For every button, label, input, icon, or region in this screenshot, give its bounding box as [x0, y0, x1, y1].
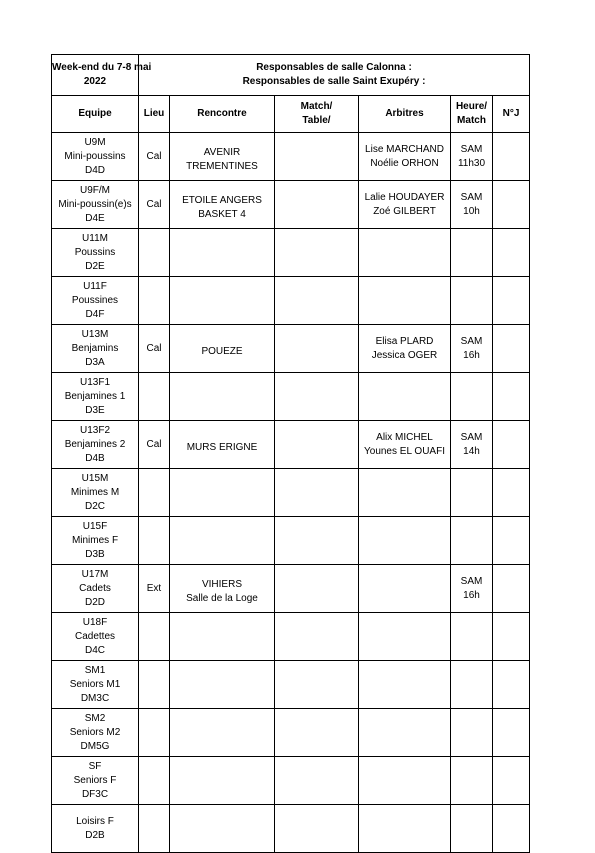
equipe-cell-line: D2C [84, 500, 105, 512]
equipe-cell [52, 181, 139, 229]
match-table-cell [275, 181, 359, 229]
lieu-cell [139, 469, 170, 517]
match-table-cell [275, 469, 359, 517]
table-row [52, 133, 530, 181]
heure-cell [451, 421, 493, 469]
col-heure-line1: Heure/ [455, 101, 488, 112]
nj-cell [493, 469, 530, 517]
rencontre-cell [170, 133, 275, 181]
equipe-cell-line: U15F [82, 520, 108, 532]
rencontre-cell [170, 565, 275, 613]
arbitres-cell [359, 661, 451, 709]
heure-cell [451, 709, 493, 757]
rencontre-cell-line: ETOILE ANGERS [182, 194, 262, 206]
rencontre-cell [170, 709, 275, 757]
heure-cell-line: 11h30 [457, 157, 486, 169]
table-row [52, 517, 530, 565]
rencontre-cell-line: Salle de la Loge [186, 592, 258, 604]
title-row [52, 55, 530, 96]
match-table-cell [275, 805, 359, 853]
equipe-cell-line: DM3C [80, 692, 110, 704]
arbitres-cell [359, 181, 451, 229]
equipe-cell-line: DM5G [80, 740, 110, 752]
heure-cell [451, 325, 493, 373]
equipe-cell-line: Benjamins [71, 342, 119, 354]
nj-cell [493, 757, 530, 805]
table-row [52, 757, 530, 805]
equipe-cell [52, 373, 139, 421]
heure-cell-line: 14h [463, 445, 480, 457]
heure-cell-line: SAM [460, 143, 483, 155]
equipe-cell [52, 229, 139, 277]
equipe-cell [52, 805, 139, 853]
arbitres-cell [359, 229, 451, 277]
heure-cell-line: 10h [463, 205, 480, 217]
schedule-table [51, 54, 530, 853]
arbitres-cell-line: Alix MICHEL [376, 431, 433, 443]
lieu-cell: Cal [139, 181, 170, 229]
rencontre-cell [170, 805, 275, 853]
equipe-cell [52, 469, 139, 517]
col-nj: N°J [493, 96, 530, 133]
table-row [52, 805, 530, 853]
lieu-cell [139, 277, 170, 325]
equipe-cell [52, 421, 139, 469]
arbitres-cell-line: Zoé GILBERT [373, 205, 436, 217]
lieu-cell [139, 805, 170, 853]
arbitres-cell [359, 325, 451, 373]
nj-cell [493, 181, 530, 229]
rencontre-cell [170, 661, 275, 709]
rencontre-cell [170, 469, 275, 517]
equipe-cell-line: SF [88, 760, 102, 772]
heure-cell [451, 373, 493, 421]
resp-calonna: Responsables de salle Calonna : [256, 62, 412, 73]
equipe-cell-line: D2B [85, 829, 105, 841]
heure-cell [451, 133, 493, 181]
heure-cell-line: SAM [460, 575, 483, 587]
rencontre-cell-line: MURS ERIGNE [186, 441, 258, 453]
col-match-table [275, 96, 359, 133]
nj-cell [493, 805, 530, 853]
equipe-cell-line: D4C [84, 644, 105, 656]
lieu-cell [139, 613, 170, 661]
rencontre-cell-line: POUEZE [201, 345, 243, 357]
equipe-cell-line: U13F2 [79, 424, 110, 436]
equipe-cell [52, 565, 139, 613]
equipe-cell-line: U11M [82, 232, 108, 244]
column-header-row [52, 96, 530, 133]
weekend-cell [52, 55, 152, 96]
equipe-cell-line: Poussines [71, 294, 119, 306]
equipe-cell-line: D2D [84, 596, 105, 608]
heure-cell-line: SAM [460, 335, 483, 347]
arbitres-cell-line: Lise MARCHAND [365, 143, 444, 155]
col-equipe: Equipe [52, 96, 139, 133]
equipe-cell [52, 277, 139, 325]
col-lieu: Lieu [139, 96, 170, 133]
equipe-cell-line: Benjamines 1 [64, 390, 126, 402]
arbitres-cell [359, 469, 451, 517]
equipe-cell-line: U9F/M [80, 184, 110, 196]
col-heure-line2: Match [457, 115, 486, 126]
equipe-cell [52, 133, 139, 181]
rencontre-cell [170, 325, 275, 373]
equipe-cell-line: SM2 [84, 712, 106, 724]
match-table-cell [275, 421, 359, 469]
arbitres-cell-line: Younes EL OUAFI [364, 445, 445, 457]
equipe-cell-line: D2E [85, 260, 105, 272]
table-row [52, 373, 530, 421]
nj-cell [493, 325, 530, 373]
lieu-cell: Cal [139, 421, 170, 469]
nj-cell [493, 277, 530, 325]
heure-cell [451, 613, 493, 661]
table-row [52, 325, 530, 373]
equipe-cell-line: U13F1 [79, 376, 110, 388]
heure-cell [451, 565, 493, 613]
heure-cell [451, 229, 493, 277]
nj-cell [493, 229, 530, 277]
match-table-cell [275, 613, 359, 661]
match-table-cell [275, 277, 359, 325]
rencontre-cell-line: TREMENTINES [186, 160, 258, 172]
col-arbitres: Arbitres [359, 96, 451, 133]
lieu-cell [139, 709, 170, 757]
table-row [52, 421, 530, 469]
match-table-cell [275, 709, 359, 757]
nj-cell [493, 517, 530, 565]
equipe-cell [52, 757, 139, 805]
match-table-cell [275, 229, 359, 277]
arbitres-cell [359, 613, 451, 661]
lieu-cell [139, 229, 170, 277]
arbitres-cell [359, 565, 451, 613]
heure-cell-line: 16h [463, 589, 480, 601]
equipe-cell-line: Minimes F [71, 534, 119, 546]
equipe-cell-line: D4E [85, 212, 105, 224]
equipe-cell-line: D4D [84, 164, 105, 176]
arbitres-cell [359, 757, 451, 805]
lieu-cell: Cal [139, 325, 170, 373]
equipe-cell-line: DF3C [81, 788, 109, 800]
table-row [52, 469, 530, 517]
match-table-cell [275, 325, 359, 373]
col-heure [451, 96, 493, 133]
arbitres-cell [359, 133, 451, 181]
rencontre-cell [170, 181, 275, 229]
rencontre-cell [170, 757, 275, 805]
rencontre-cell [170, 421, 275, 469]
equipe-cell-line: Loisirs F [76, 815, 114, 827]
rencontre-cell [170, 277, 275, 325]
equipe-cell-line: Seniors M2 [69, 726, 121, 738]
equipe-cell-line: Seniors M1 [69, 678, 121, 690]
heure-cell-line: SAM [460, 191, 483, 203]
arbitres-cell [359, 709, 451, 757]
rencontre-cell [170, 613, 275, 661]
lieu-cell: Cal [139, 133, 170, 181]
equipe-cell-line: D4F [85, 308, 105, 320]
equipe-cell-line: Poussins [74, 246, 116, 258]
equipe-cell-line: Minimes M [70, 486, 120, 498]
equipe-cell [52, 613, 139, 661]
arbitres-cell-line: Jessica OGER [371, 349, 438, 361]
equipe-cell-line: Mini-poussins [64, 150, 126, 162]
heure-cell [451, 757, 493, 805]
match-table-cell [275, 661, 359, 709]
equipe-cell [52, 325, 139, 373]
nj-cell [493, 613, 530, 661]
col-match-line2: Table/ [302, 115, 331, 126]
equipe-cell-line: D3E [85, 404, 105, 416]
nj-cell [493, 133, 530, 181]
equipe-cell-line: U9M [84, 136, 106, 148]
heure-cell [451, 181, 493, 229]
heure-cell-line: 16h [463, 349, 480, 361]
table-row [52, 181, 530, 229]
heure-cell-line: SAM [460, 431, 483, 443]
arbitres-cell [359, 277, 451, 325]
nj-cell [493, 565, 530, 613]
rencontre-cell [170, 229, 275, 277]
arbitres-cell-line: Elisa PLARD [375, 335, 434, 347]
equipe-cell-line: D3B [85, 548, 105, 560]
lieu-cell [139, 661, 170, 709]
equipe-cell-line: Mini-poussin(e)s [58, 198, 132, 210]
table-row [52, 613, 530, 661]
equipe-cell-line: Benjamines 2 [64, 438, 126, 450]
match-table-cell [275, 565, 359, 613]
equipe-cell-line: SM1 [84, 664, 106, 676]
equipe-cell-line: Seniors F [73, 774, 117, 786]
equipe-cell-line: Cadets [79, 582, 111, 594]
table-row [52, 565, 530, 613]
rencontre-cell-line: AVENIR [203, 146, 241, 158]
equipe-cell-line: U18F [82, 616, 108, 628]
equipe-cell-line: D4B [85, 452, 105, 464]
table-row [52, 661, 530, 709]
rencontre-cell-line: VIHIERS [201, 578, 242, 590]
table-row [52, 229, 530, 277]
responsables-cell [139, 55, 530, 96]
rencontre-cell-line: BASKET 4 [198, 208, 246, 220]
match-table-cell [275, 517, 359, 565]
equipe-cell-line: Cadettes [74, 630, 116, 642]
lieu-cell: Ext [139, 565, 170, 613]
col-rencontre: Rencontre [170, 96, 275, 133]
heure-cell [451, 805, 493, 853]
match-table-cell [275, 757, 359, 805]
nj-cell [493, 709, 530, 757]
equipe-cell [52, 661, 139, 709]
weekend-line1: Week-end du 7-8 mai [52, 62, 152, 73]
col-match-line1: Match/ [300, 101, 333, 112]
weekend-line2: 2022 [83, 76, 107, 87]
table-row [52, 709, 530, 757]
arbitres-cell [359, 373, 451, 421]
heure-cell [451, 277, 493, 325]
lieu-cell [139, 757, 170, 805]
heure-cell [451, 517, 493, 565]
equipe-cell-line: U17M [81, 568, 109, 580]
arbitres-cell-line: Lalie HOUDAYER [364, 191, 445, 203]
match-table-cell [275, 373, 359, 421]
arbitres-cell [359, 805, 451, 853]
equipe-cell-line: U11F [83, 280, 107, 292]
heure-cell [451, 661, 493, 709]
equipe-cell-line: U13M [81, 328, 109, 340]
lieu-cell [139, 373, 170, 421]
arbitres-cell-line: Noélie ORHON [370, 157, 439, 169]
nj-cell [493, 661, 530, 709]
equipe-cell-line: D3A [85, 356, 105, 368]
nj-cell [493, 373, 530, 421]
equipe-cell-line: U15M [81, 472, 109, 484]
arbitres-cell [359, 517, 451, 565]
equipe-cell [52, 709, 139, 757]
rencontre-cell [170, 373, 275, 421]
resp-saint-exupery: Responsables de salle Saint Exupéry : [242, 76, 426, 87]
table-row [52, 277, 530, 325]
arbitres-cell [359, 421, 451, 469]
heure-cell [451, 469, 493, 517]
nj-cell [493, 421, 530, 469]
equipe-cell [52, 517, 139, 565]
lieu-cell [139, 517, 170, 565]
rencontre-cell [170, 517, 275, 565]
match-table-cell [275, 133, 359, 181]
